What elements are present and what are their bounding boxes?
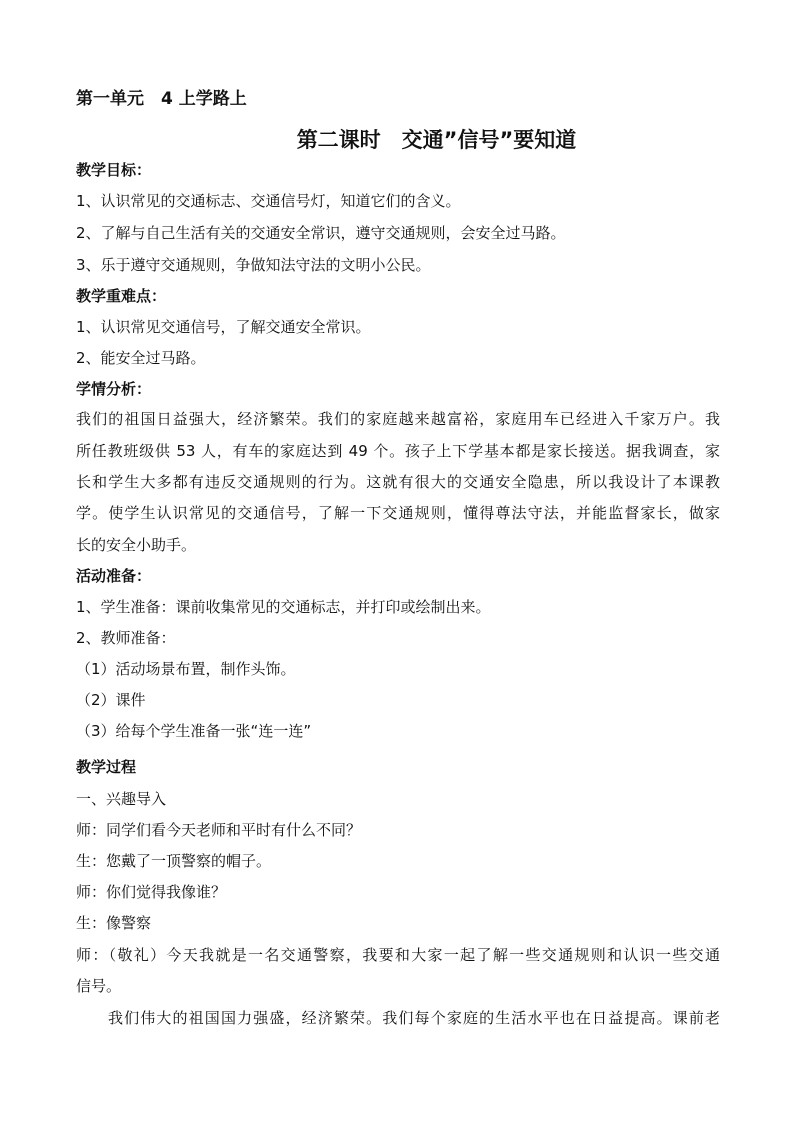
preparation-item: （1）活动场景布置，制作头饰。 — [76, 660, 296, 678]
dialogue-line: 信号。 — [76, 977, 122, 995]
paragraph-line: 我们伟大的祖国国力强盛，经济繁荣。我们每个家庭的生活水平也在日益提高。课前老 — [108, 1009, 720, 1027]
analysis-line: 我们的祖国日益强大，经济繁荣。我们的家庭越来越富裕，家庭用车已经进入千家万户。我 — [76, 410, 720, 428]
analysis-heading: 学情分析： — [76, 380, 152, 398]
preparation-item: 1、学生准备：课前收集常见的交通标志，并打印或绘制出来。 — [76, 598, 491, 616]
key-point-item: 2、能安全过马路。 — [76, 349, 206, 367]
analysis-line: 长的安全小助手。 — [76, 536, 197, 554]
dialogue-line: 师：你们觉得我像谁？ — [76, 883, 227, 901]
preparation-item: （2）课件 — [76, 691, 146, 709]
preparation-item: （3）给每个学生准备一张“连一连” — [76, 722, 312, 740]
dialogue-line: 师：（敬礼）今天我就是一名交通警察，我要和大家一起了解一些交通规则和认识一些交通 — [76, 946, 720, 964]
unit-title: 第一单元 4 上学路上 — [76, 89, 247, 109]
process-heading: 教学过程 — [76, 758, 137, 776]
dialogue-line: 生：您戴了一顶警察的帽子。 — [76, 852, 272, 870]
objective-item: 3、乐于遵守交通规则，争做知法守法的文明小公民。 — [76, 256, 431, 274]
key-points-heading: 教学重难点： — [76, 287, 167, 305]
analysis-line: 学。使学生认识常见的交通信号，了解一下交通规则，懂得尊法守法，并能监督家长，做家 — [76, 504, 720, 522]
objective-item: 2、了解与自己生活有关的交通安全常识，遵守交通规则，会安全过马路。 — [76, 224, 566, 242]
analysis-line: 所任教班级供 53 人，有车的家庭达到 49 个。孩子上下学基本都是家长接送。据我调查，家 — [76, 442, 720, 460]
dialogue-line: 生：像警察 — [76, 914, 152, 932]
preparation-item: 2、教师准备： — [76, 629, 176, 647]
key-point-item: 1、认识常见交通信号，了解交通安全常识。 — [76, 318, 371, 336]
process-section-title: 一、兴趣导入 — [76, 790, 167, 808]
analysis-line: 长和学生大多都有违反交通规则的行为。这就有很大的交通安全隐患，所以我设计了本课教 — [76, 473, 720, 491]
objectives-heading: 教学目标： — [76, 161, 152, 179]
objective-item: 1、认识常见的交通标志、交通信号灯，知道它们的含义。 — [76, 192, 461, 210]
preparation-heading: 活动准备： — [76, 567, 152, 585]
lesson-title: 第二课时 交通”信号”要知道 — [296, 128, 577, 152]
dialogue-line: 师：同学们看今天老师和平时有什么不同？ — [76, 821, 362, 839]
